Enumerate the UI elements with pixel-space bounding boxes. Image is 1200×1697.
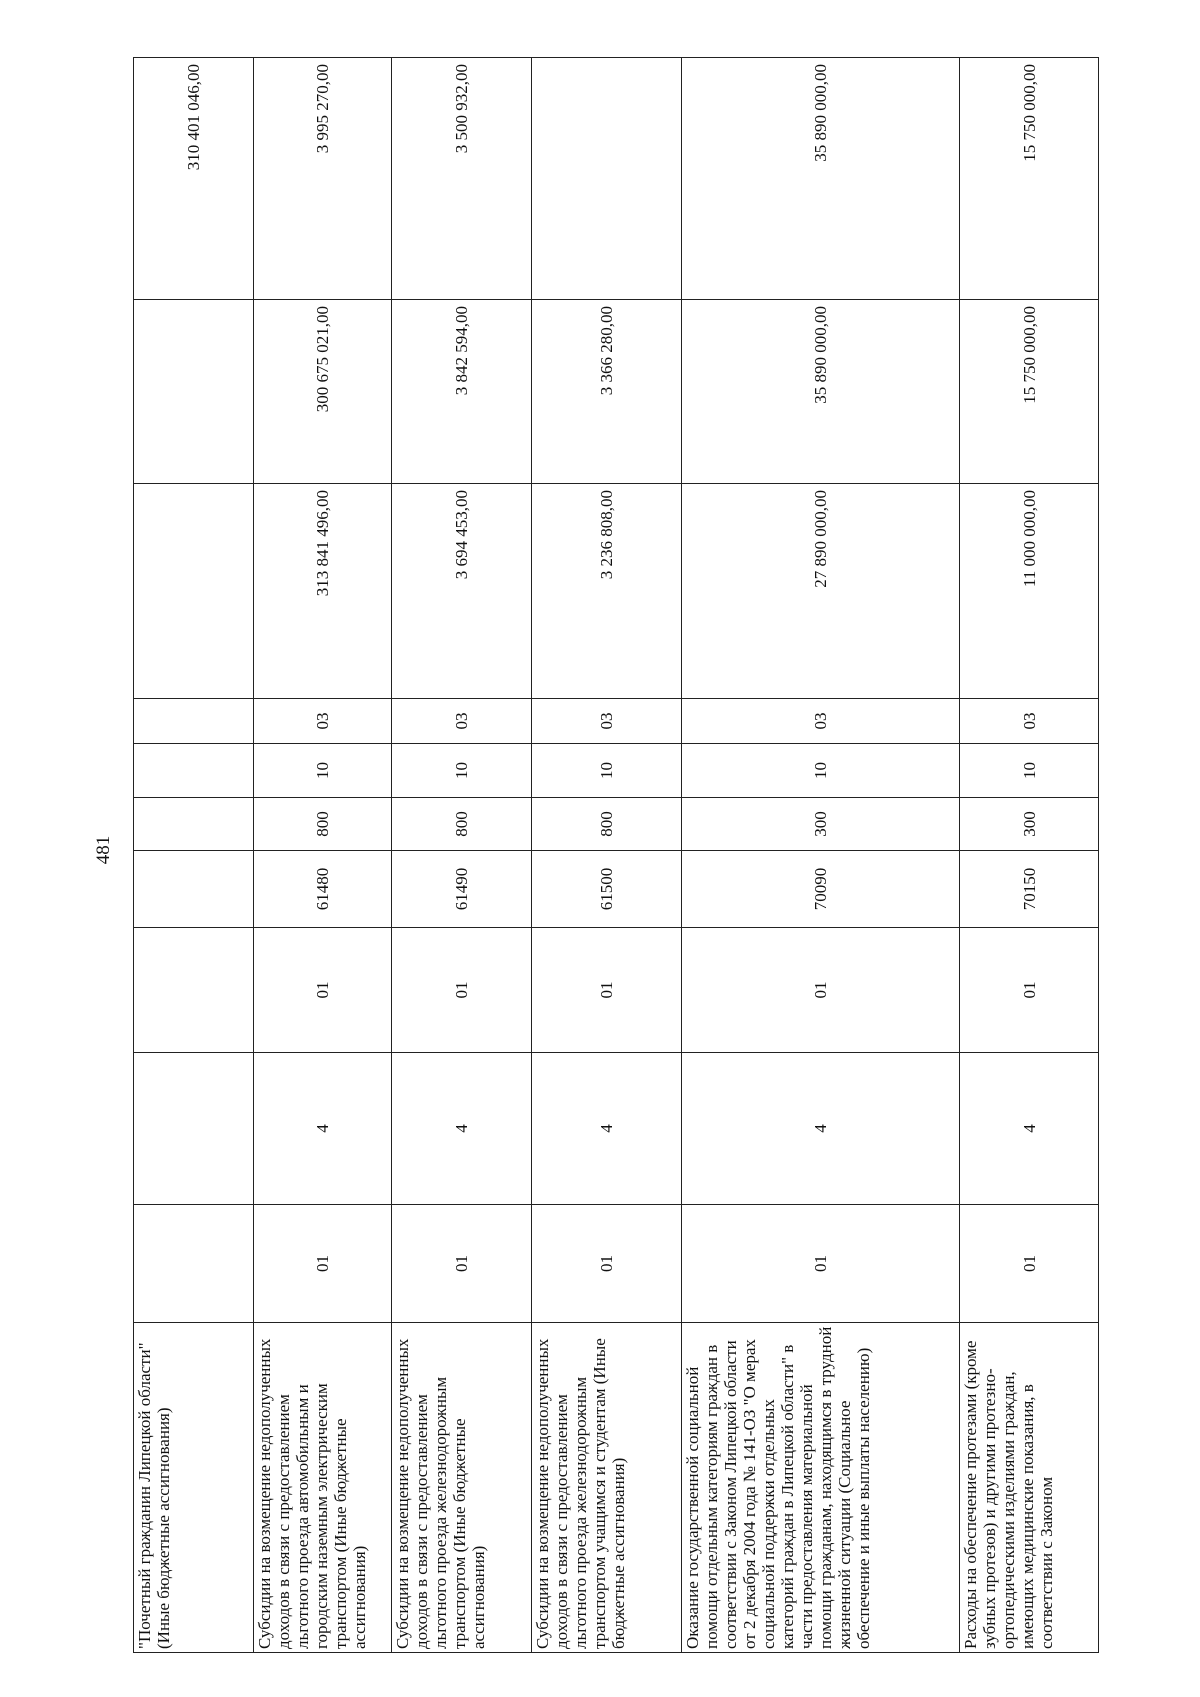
subprogram-code xyxy=(134,1053,254,1205)
direction-code: 61500 xyxy=(532,851,682,928)
subsection-code xyxy=(134,699,254,744)
program-code: 01 xyxy=(254,1205,392,1323)
amount-year-3: 310 401 046,00 xyxy=(134,58,254,300)
section-code: 10 xyxy=(392,744,532,798)
program-code xyxy=(134,1205,254,1323)
expense-type-code: 800 xyxy=(392,798,532,851)
table-row xyxy=(532,58,682,1653)
row-description: Субсидии на возмещение недополученных доходов в связи с предоставлением льготного проезда железнодорожным транспортом учащимся и студентам (Иные бюджетные ассигнования) xyxy=(532,1323,682,1653)
amount-year-2: 3 366 280,00 xyxy=(532,300,682,484)
main-event-code: 01 xyxy=(960,928,1099,1053)
amount-year-3: 3 995 270,00 xyxy=(254,58,392,300)
direction-code: 61490 xyxy=(392,851,532,928)
subprogram-code: 4 xyxy=(682,1053,960,1205)
main-event-code xyxy=(134,928,254,1053)
expense-type-code: 800 xyxy=(254,798,392,851)
subsection-code: 03 xyxy=(392,699,532,744)
table-row xyxy=(392,58,532,1653)
subprogram-code: 4 xyxy=(960,1053,1099,1205)
section-code xyxy=(134,744,254,798)
subsection-code: 03 xyxy=(682,699,960,744)
direction-code xyxy=(134,851,254,928)
table-row xyxy=(134,58,254,1653)
table-row xyxy=(960,58,1099,1653)
row-description: Субсидии на возмещение недополученных доходов в связи с предоставлением льготного проезда железнодорожным транспортом (Иные бюджетные ассигнования) xyxy=(392,1323,532,1653)
amount-year-2: 15 750 000,00 xyxy=(960,300,1099,484)
amount-year-1: 3 236 808,00 xyxy=(532,484,682,699)
amount-year-3: 3 500 932,00 xyxy=(392,58,532,300)
section-code: 10 xyxy=(960,744,1099,798)
amount-year-2 xyxy=(134,300,254,484)
amount-year-1: 313 841 496,00 xyxy=(254,484,392,699)
amount-year-1: 27 890 000,00 xyxy=(682,484,960,699)
program-code: 01 xyxy=(960,1205,1099,1323)
program-code: 01 xyxy=(392,1205,532,1323)
row-description: Субсидии на возмещение недополученных доходов в связи с предоставлением льготного проезда автомобильным и городским наземным электрическим транспортом (Иные бюджетные ассигнования) xyxy=(254,1323,392,1653)
page-number: 481 xyxy=(93,835,114,865)
main-event-code: 01 xyxy=(532,928,682,1053)
budget-table-container xyxy=(133,58,1098,1653)
subsection-code: 03 xyxy=(960,699,1099,744)
amount-year-1: 3 694 453,00 xyxy=(392,484,532,699)
row-description: "Почетный гражданин Липецкой области" (Иные бюджетные ассигнования) xyxy=(134,1323,254,1653)
direction-code: 70090 xyxy=(682,851,960,928)
amount-year-1: 11 000 000,00 xyxy=(960,484,1099,699)
subprogram-code: 4 xyxy=(392,1053,532,1205)
subsection-code: 03 xyxy=(532,699,682,744)
section-code: 10 xyxy=(532,744,682,798)
amount-year-1 xyxy=(134,484,254,699)
main-event-code: 01 xyxy=(682,928,960,1053)
row-description: Расходы на обеспечение протезами (кроме зубных протезов) и другими протезно-ортопедическими изделиями граждан, имеющих медицинские показания, в соответствии с Законом xyxy=(960,1323,1099,1653)
expense-type-code: 300 xyxy=(682,798,960,851)
section-code: 10 xyxy=(254,744,392,798)
table-row xyxy=(254,58,392,1653)
table-row xyxy=(682,58,960,1653)
subprogram-code: 4 xyxy=(254,1053,392,1205)
direction-code: 70150 xyxy=(960,851,1099,928)
budget-table xyxy=(133,57,1099,1653)
amount-year-2: 35 890 000,00 xyxy=(682,300,960,484)
expense-type-code: 300 xyxy=(960,798,1099,851)
amount-year-3: 35 890 000,00 xyxy=(682,58,960,300)
program-code: 01 xyxy=(532,1205,682,1323)
amount-year-2: 3 842 594,00 xyxy=(392,300,532,484)
direction-code: 61480 xyxy=(254,851,392,928)
section-code: 10 xyxy=(682,744,960,798)
row-description: Оказание государственной социальной помощи отдельным категориям граждан в соответствии с Законом Липецкой области от 2 декабря 2004 года № 141-ОЗ "О мерах социальной поддержки отдельных категорий граждан в Липецкой области" в части предоставления материальной помощи гражданам, находящимся в трудной жизненной ситуации (Социальное обеспечение и иные выплаты населению) xyxy=(682,1323,960,1653)
subprogram-code: 4 xyxy=(532,1053,682,1205)
main-event-code: 01 xyxy=(392,928,532,1053)
subsection-code: 03 xyxy=(254,699,392,744)
program-code: 01 xyxy=(682,1205,960,1323)
amount-year-3 xyxy=(532,58,682,300)
expense-type-code xyxy=(134,798,254,851)
expense-type-code: 800 xyxy=(532,798,682,851)
amount-year-3: 15 750 000,00 xyxy=(960,58,1099,300)
main-event-code: 01 xyxy=(254,928,392,1053)
amount-year-2: 300 675 021,00 xyxy=(254,300,392,484)
